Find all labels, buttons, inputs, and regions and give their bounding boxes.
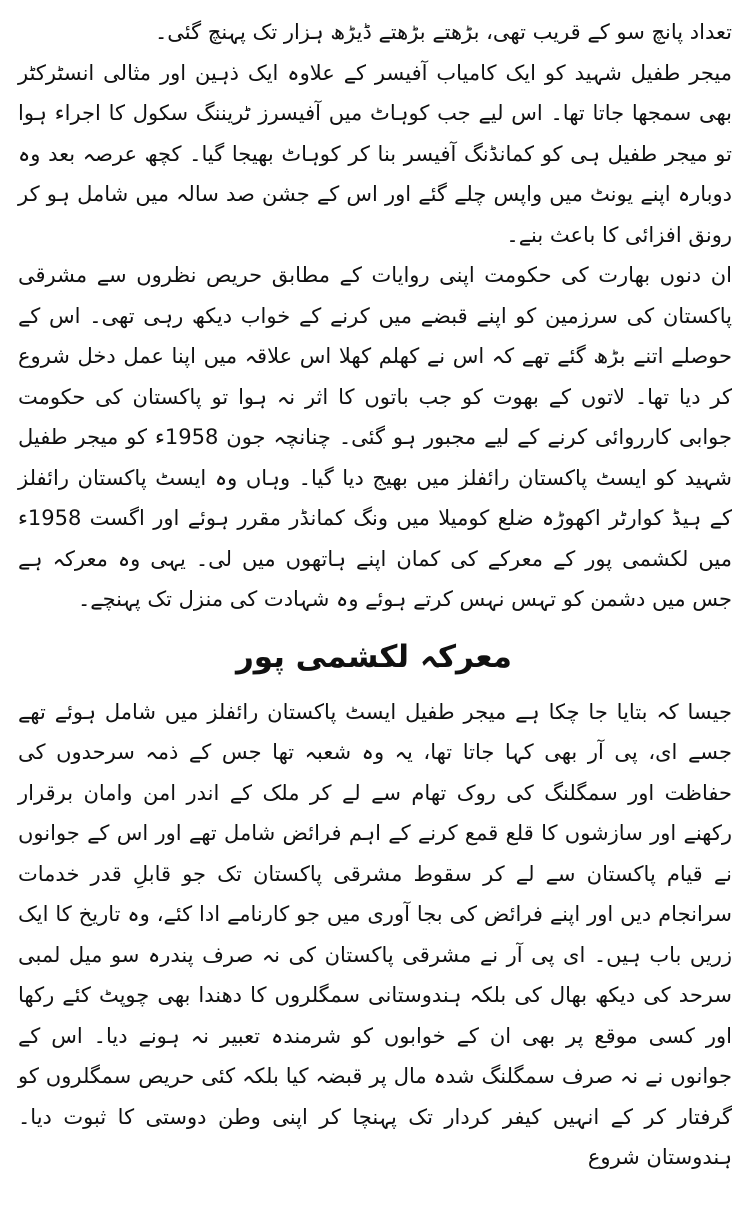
paragraph-india-east-pakistan: ان دنوں بھارت کی حکومت اپنی روایات کے مطابق حریص نظروں سے مشرقی پاکستان کی سرزمین کو اپنے قبضے میں کرنے کے خواب دیکھ رہی تھی۔ اس کے حوصلے اتنے بڑھ گئے تھے کہ اس نے کھلم کھلا اس علاقہ میں اپنا عمل دخل شروع کر دیا تھا۔ لاتوں کے بھوت کو جب باتوں کا اثر نہ ہوا تو پاکستان کی حکومت جوابی کارروائی کرنے کے لیے مجبور ہو گئی۔ چنانچہ جون 1958ء کو میجر طفیل شہید کو ایسٹ پاکستان رائفلز میں بھیج دیا گیا۔ وہاں وہ ایسٹ پاکستان رائفلز کے ہیڈ کوارٹر اکھوڑہ ضلع کومیلا میں ونگ کمانڈر مقرر ہوئے اور اگست 1958ء میں لکشمی پور کے معرکے کی کمان اپنے ہاتھوں میں لی۔ یہی وہ معرکہ ہے جس میں دشمن کو تہس نہس کرتے ہوئے وہ شہادت کی منزل تک پہنچے۔: [18, 263, 732, 611]
book-page: [18, 12, 732, 1178]
paragraph-continuation: تعداد پانچ سو کے قریب تھی، بڑھتے بڑھتے ڈیڑھ ہزار تک پہنچ گئی۔: [154, 20, 732, 44]
paragraph-officer-instructor: میجر طفیل شہید کو ایک کامیاب آفیسر کے علاوہ ایک ذہین اور مثالی انسٹرکٹر بھی سمجھا جاتا تھا۔ اس لیے جب کوہاٹ میں آفیسرز ٹریننگ سکول کا اجراء ہوا تو میجر طفیل ہی کو کمانڈنگ آفیسر بنا کر کوہاٹ بھیجا گیا۔ کچھ عرصہ بعد وہ دوبارہ اپنے یونٹ میں واپس چلے گئے اور اس کے جشن صد سالہ میں شامل ہو کر رونق افزائی کا باعث بنے۔: [18, 60, 732, 247]
paragraph-east-pakistan-rifles: جیسا کہ بتایا جا چکا ہے میجر طفیل ایسٹ پاکستان رائفلز میں شامل ہوئے تھے جسے ای، پی آر بھی کہا جاتا تھا، یہ وہ شعبہ تھا جس کے ذمہ سرحدوں کی حفاظت اور سمگلنگ کی روک تھام سے لے کر ملک کے اندر امن وامان برقرار رکھنے اور سازشوں کا قلع قمع کرنے کے اہم فرائض شامل تھے اور اس کے جوانوں نے قیام پاکستان سے لے کر سقوط مشرقی پاکستان تک جو قابلِ قدر خدمات سرانجام دیں اور اپنے فرائض کی بجا آوری میں جو کارنامے ادا کئے، وہ تاریخ کا ایک زریں باب ہیں۔ ای پی آر نے مشرقی پاکستان کی نہ صرف پندرہ سو میل لمبی سرحد کی دیکھ بھال کی بلکہ ہندوستانی سمگلروں کا دھندا بھی چوپٹ کئے رکھا اور کسی موقع پر بھی ان کے خوابوں کو شرمندہ تعبیر نہ ہونے دیا۔ اس کے جوانوں نے نہ صرف سمگلنگ شدہ مال پر قبضہ کیا بلکہ کئی حریص سمگلروں کو گرفتار کر کے انہیں کیفر کردار تک پہنچا کر اپنی وطن دوستی کا ثبوت دیا۔ ہندوستان شروع: [18, 699, 732, 1169]
section-heading: معرکہ لکشمی پور: [235, 638, 512, 675]
